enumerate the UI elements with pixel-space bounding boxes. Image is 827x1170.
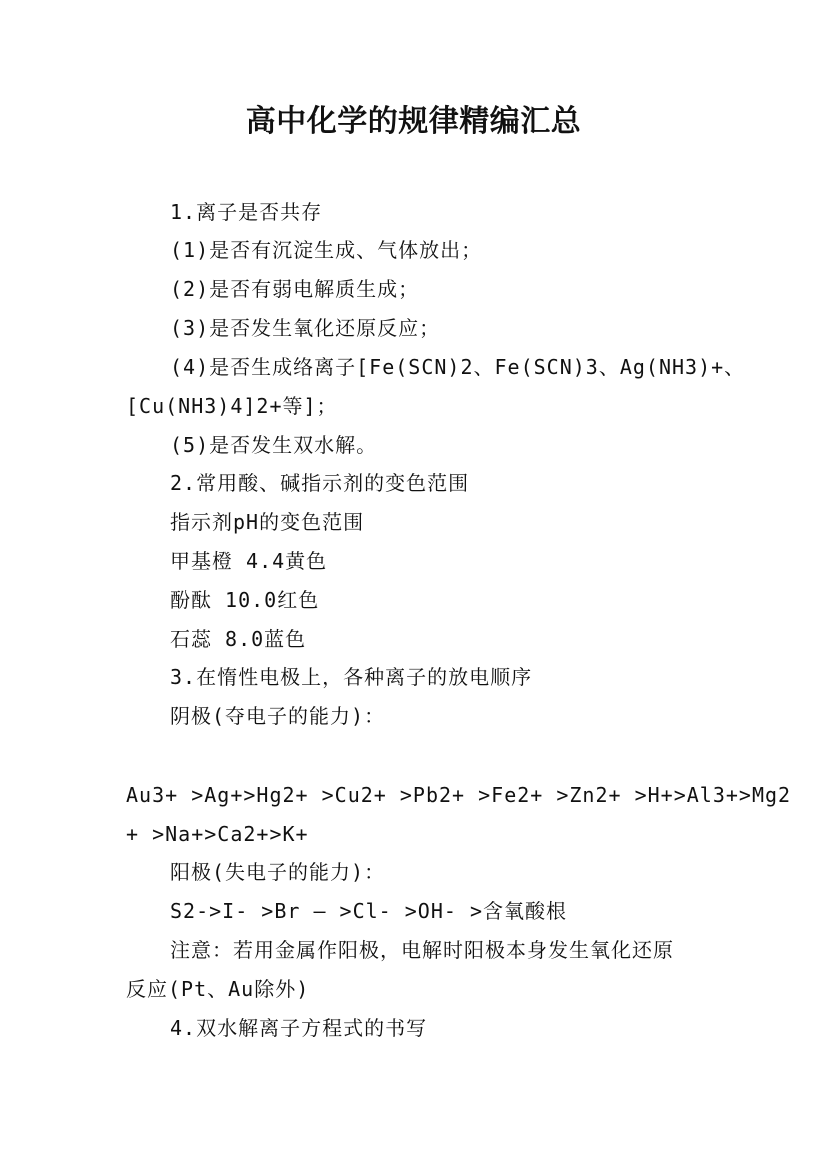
line-section-1-heading: 1.离子是否共存	[170, 200, 323, 224]
line-item-4-continuation: [Cu(NH3)4]2+等]；	[126, 394, 338, 418]
line-section-3-heading: 3.在惰性电极上，各种离子的放电顺序	[170, 665, 533, 689]
line-cathode-heading: 阴极(夺电子的能力)：	[170, 704, 386, 728]
line-cathode-order-1: Au3+ >Ag+>Hg2+ >Cu2+ >Pb2+ >Fe2+ >Zn2+ >H+>Al3+>Mg2	[126, 783, 792, 807]
line-methyl-orange: 甲基橙 4.4黄色	[170, 549, 328, 573]
line-indicator-heading: 指示剂pH的变色范围	[170, 510, 365, 534]
line-phenolphthalein: 酚酞 10.0红色	[170, 588, 320, 612]
line-note: 注意：若用金属作阳极，电解时阳极本身发生氧化还原	[170, 938, 674, 962]
document-title: 高中化学的规律精编汇总	[245, 104, 582, 139]
line-item-4: (4)是否生成络离子[Fe(SCN)2、Fe(SCN)3、Ag(NH3)+、	[170, 355, 746, 379]
line-anode-order: S2->I- >Br – >Cl- >OH- >含氧酸根	[170, 899, 567, 923]
line-item-3: (3)是否发生氧化还原反应；	[170, 316, 441, 340]
line-anode-heading: 阳极(失电子的能力)：	[170, 860, 386, 884]
line-section-4-heading: 4.双水解离子方程式的书写	[170, 1016, 428, 1040]
line-section-2-heading: 2.常用酸、碱指示剂的变色范围	[170, 471, 470, 495]
line-item-1: (1)是否有沉淀生成、气体放出；	[170, 238, 483, 262]
line-litmus: 石蕊 8.0蓝色	[170, 627, 307, 651]
line-item-5: (5)是否发生双水解。	[170, 433, 378, 457]
line-cathode-order-2: + >Na+>Ca2+>K+	[126, 822, 309, 846]
line-item-2: (2)是否有弱电解质生成；	[170, 277, 420, 301]
line-note-continuation: 反应(Pt、Au除外)	[126, 977, 310, 1001]
